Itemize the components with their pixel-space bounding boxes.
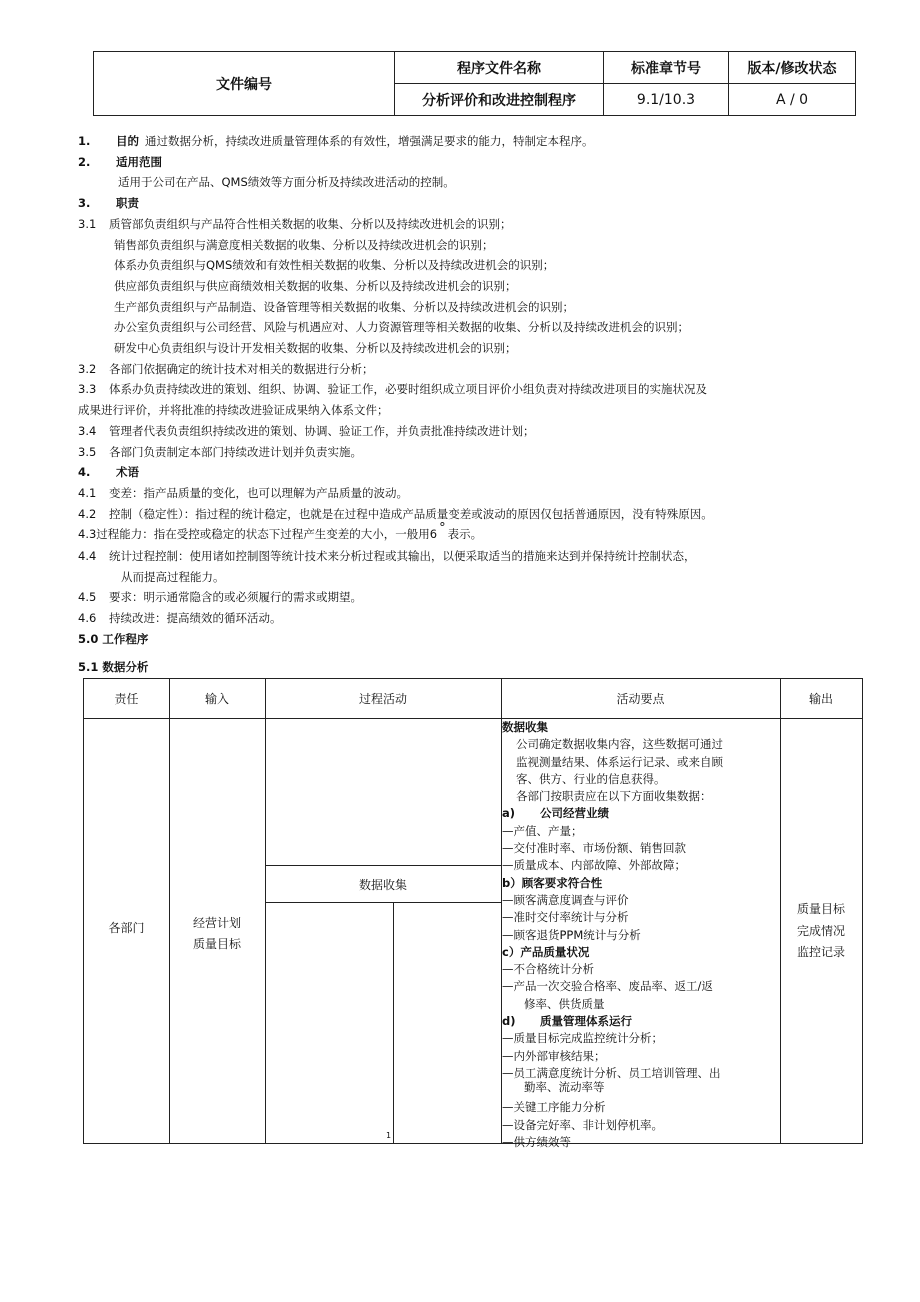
section-title: 术语	[116, 465, 139, 480]
points-item: —设备完好率、非计划停机率。	[502, 1117, 663, 1132]
points-item: —产品一次交验合格率、废品率、返工/返	[502, 979, 713, 994]
item-text: 变差：指产品质量的变化，也可以理解为产品质量的波动。	[109, 485, 408, 500]
procedure-name-label: 程序文件名称	[395, 52, 604, 84]
column-divider	[169, 679, 170, 1143]
points-item: 勤率、流动率等	[524, 1080, 605, 1095]
section-title: 适用范围	[116, 154, 162, 169]
item-3-1-system: 体系办负责组织与QMS绩效和有效性相关数据的收集、分析以及持续改进机会的识别；	[114, 258, 555, 273]
item-3-4	[78, 421, 858, 442]
header-input: 输入	[204, 692, 229, 706]
header-key-points: 活动要点	[616, 692, 665, 706]
data-analysis-flow-table	[83, 678, 863, 1149]
section-title: 职责	[116, 196, 139, 211]
points-item: 修率、供货质量	[524, 996, 605, 1011]
item-text: 控制（稳定性）：指过程的统计稳定，也就是在过程中造成产品质量变差或波动的原因仅包括普通原因，没有特殊原因。	[109, 506, 713, 521]
item-text: 质管部负责组织与产品符合性相关数据的收集、分析以及持续改进机会的识别；	[109, 216, 512, 231]
item-4-3	[78, 521, 858, 546]
item-4-5	[78, 587, 858, 608]
section-number: 4.	[78, 465, 91, 480]
item-number: 3.5	[78, 444, 97, 459]
points-item: —交付准时率、市场份额、销售回款	[502, 841, 686, 856]
item-number: 3.2	[78, 361, 97, 376]
points-heading-c: c）产品质量状况	[502, 944, 590, 959]
version-label: 版本/修改状态	[729, 52, 856, 84]
item-number: 4.5	[78, 590, 97, 605]
section-1	[78, 131, 858, 152]
item-4-4-continued: 从而提高过程能力。	[121, 569, 225, 584]
points-item: —供方绩效等	[502, 1134, 571, 1149]
section-text: 通过数据分析，持续改进质量管理体系的有效性，增强满足要求的能力，特制定本程序。	[145, 134, 594, 148]
item-4-1	[78, 483, 858, 504]
section-number: 3.	[78, 196, 91, 211]
points-line: 监视测量结果、体系运行记录、或来自顾	[516, 754, 723, 769]
output-line: 完成情况	[796, 923, 845, 938]
responsibility-cell: 各部门	[108, 921, 145, 935]
input-line: 质量目标	[192, 937, 241, 951]
output-line: 质量目标	[796, 902, 845, 916]
points-item: —产值、产量；	[502, 823, 583, 838]
points-item: —顾客满意度调查与评价	[502, 892, 629, 907]
item-text: 4.3过程能力：指在受控或稳定的状态下过程产生变差的大小，一般用6	[78, 527, 438, 542]
item-3-1-office: 办公室负责组织与公司经营、风险与机遇应对、人力资源管理等相关数据的收集、分析以及持续改进机会的识别；	[114, 320, 689, 335]
item-text: 统计过程控制：使用诸如控制图等统计技术来分析过程或其输出，以便采取适当的措施来达到并保持统计控制状态，	[109, 549, 696, 564]
header-output: 输出	[808, 692, 833, 706]
output-cell	[780, 899, 862, 964]
process-box-data-collection: 数据收集	[265, 865, 501, 903]
item-4-6	[78, 608, 858, 629]
item-3-3-continued: 成果进行评价，并将批准的持续改进验证成果纳入体系文件；	[78, 403, 389, 418]
output-line: 监控记录	[796, 945, 845, 959]
column-divider	[265, 679, 266, 1143]
section-5-1-title: 5.1 数据分析	[78, 659, 149, 674]
section-4	[78, 462, 858, 483]
points-item: —员工满意度统计分析、员工培训管理、出	[502, 1065, 721, 1080]
sigma-symbol: °	[439, 521, 446, 537]
document-body	[78, 131, 858, 677]
activity-points	[502, 719, 762, 1151]
points-line: 公司确定数据收集内容，这些数据可通过	[516, 737, 723, 752]
item-number: 3.4	[78, 423, 97, 438]
item-3-2	[78, 359, 858, 380]
chapter-label: 标准章节号	[604, 52, 729, 84]
item-number: 3.1	[78, 216, 97, 231]
header-process: 过程活动	[358, 692, 407, 706]
section-3	[78, 193, 858, 214]
item-3-3	[78, 379, 858, 400]
item-text: 各部门依据确定的统计技术对相关的数据进行分析；	[109, 361, 374, 376]
item-3-1-supply: 供应部负责组织与供应商绩效相关数据的收集、分析以及持续改进机会的识别；	[114, 278, 517, 293]
item-number: 4.6	[78, 611, 97, 626]
points-item: —准时交付率统计与分析	[502, 910, 629, 925]
item-number: 3.3	[78, 382, 97, 397]
item-text: 管理者代表负责组织持续改进的策划、协调、验证工作，并负责批准持续改进计划；	[109, 423, 535, 438]
points-title: 数据收集	[502, 720, 548, 734]
item-text: 各部门负责制定本部门持续改进计划并负责实施。	[109, 444, 362, 459]
section-2	[78, 152, 858, 173]
item-4-4	[78, 546, 858, 567]
item-number: 4.4	[78, 549, 97, 564]
procedure-name: 分析评价和改进控制程序	[395, 84, 604, 116]
doc-number-label: 文件编号	[94, 52, 395, 116]
points-item: —质量成本、内部故障、外部故障；	[502, 858, 686, 873]
points-line: 各部门按职责应在以下方面收集数据：	[516, 789, 712, 804]
item-3-1-production: 生产部负责组织与产品制造、设备管理等相关数据的收集、分析以及持续改进机会的识别；	[114, 299, 574, 314]
item-3-1	[78, 214, 858, 235]
process-flow-line	[393, 903, 394, 1143]
item-3-1-rnd: 研发中心负责组织与设计开发相关数据的收集、分析以及持续改进机会的识别；	[114, 341, 517, 356]
header-responsibility: 责任	[114, 692, 139, 706]
chapter-number: 9.1/10.3	[604, 84, 729, 116]
item-4-2	[78, 504, 858, 525]
item-3-5	[78, 442, 858, 463]
page-mark: 1	[386, 1131, 392, 1140]
input-cell	[169, 913, 265, 955]
points-item: —质量目标完成监控统计分析；	[502, 1031, 663, 1046]
section-number: 2.	[78, 154, 91, 169]
section-number: 1.	[78, 134, 91, 148]
points-item: —顾客退货PPM统计与分析	[502, 927, 641, 942]
section-5-title: 5.0 工作程序	[78, 631, 149, 646]
item-number: 4.2	[78, 506, 97, 521]
points-line: 客、供方、行业的信息获得。	[516, 771, 666, 786]
section-2-text: 适用于公司在产品、QMS绩效等方面分析及持续改进活动的控制。	[118, 175, 455, 190]
item-number: 4.1	[78, 485, 97, 500]
section-title: 目的	[116, 134, 139, 148]
item-3-1-sales: 销售部负责组织与满意度相关数据的收集、分析以及持续改进机会的识别；	[114, 237, 494, 252]
points-item: —内外部审核结果；	[502, 1048, 606, 1063]
points-heading-d: d) 质量管理体系运行	[502, 1014, 632, 1029]
document-header-table	[93, 51, 856, 116]
item-text: 体系办负责持续改进的策划、组织、协调、验证工作，必要时组织成立项目评价小组负责对持续改进项目的实施状况及	[109, 382, 707, 397]
item-text-end: 表示。	[447, 527, 483, 542]
input-line: 经营计划	[192, 916, 241, 930]
item-text: 要求：明示通常隐含的或必须履行的需求或期望。	[109, 590, 362, 605]
points-item: —不合格统计分析	[502, 962, 594, 977]
points-heading-a: a) 公司经营业绩	[502, 806, 609, 821]
points-heading-b: b）顾客要求符合性	[502, 875, 603, 890]
item-text: 持续改进：提高绩效的循环活动。	[109, 611, 282, 626]
version-status: A / 0	[729, 84, 856, 116]
points-item: —关键工序能力分析	[502, 1100, 606, 1115]
